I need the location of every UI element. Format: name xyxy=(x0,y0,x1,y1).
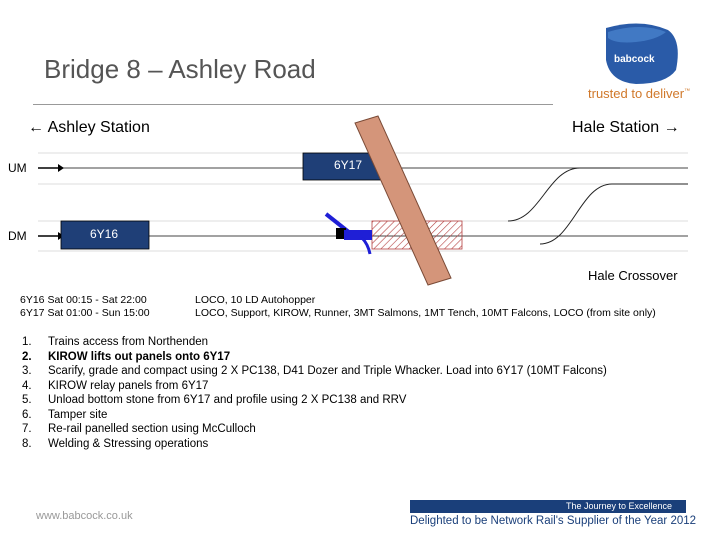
schedule-times xyxy=(20,294,150,320)
track-label-up: UM xyxy=(8,161,27,175)
list-item: 3. Scarify, grade and compact using 2 X PC138, D41 Dozer and Triple Whacker. Load into 6Y17 (10MT Falcons) xyxy=(22,365,607,377)
schedule-consist-6y17: LOCO, Support, KIROW, Runner, 3MT Salmons, 1MT Tench, 10MT Falcons, LOCO (from site only) xyxy=(195,307,656,319)
list-item: 1. Trains access from Northenden xyxy=(22,336,209,348)
bridge-8-overbridge xyxy=(355,116,451,285)
track-label-down: DM xyxy=(8,229,27,243)
schedule-consist-6y16: LOCO, 10 LD Autohopper xyxy=(195,294,316,306)
possession-label-6y16: 6Y16 xyxy=(90,227,119,241)
crossover-curve-lower xyxy=(540,184,688,244)
crossover-curve-upper xyxy=(508,168,620,221)
schedule-time-6y16: 6Y16 Sat 00:15 - Sat 22:00 xyxy=(20,294,147,306)
slide-title: Bridge 8 – Ashley Road xyxy=(44,54,316,84)
machine-icon xyxy=(326,214,372,254)
journey-banner: The Journey to Excellence xyxy=(410,500,686,513)
station-right-label: Hale Station → xyxy=(572,119,680,136)
method-steps-list xyxy=(22,335,607,451)
supplier-award-text: Delighted to be Network Rail's Supplier of the Year 2012 xyxy=(410,515,697,527)
list-item: 6. Tamper site xyxy=(22,408,108,421)
list-item: 5. Unload bottom stone from 6Y17 and profile using 2 X PC138 and RRV xyxy=(22,394,407,406)
list-item: 2. KIROW lifts out panels onto 6Y17 xyxy=(22,350,231,363)
schedule-consists xyxy=(195,294,656,320)
schedule-time-6y17: 6Y17 Sat 01:00 - Sun 15:00 xyxy=(20,307,150,319)
station-left-label: ← Ashley Station xyxy=(28,119,150,136)
list-item: 8. Welding & Stressing operations xyxy=(22,437,209,450)
list-item: 4. KIROW relay panels from 6Y17 xyxy=(22,379,209,392)
tagline: trusted to deliver™ xyxy=(588,86,691,101)
footer-url: www.babcock.co.uk xyxy=(36,510,133,522)
possession-label-6y17: 6Y17 xyxy=(334,158,363,172)
crossover-label: Hale Crossover xyxy=(588,268,678,283)
list-item: 7. Re-rail panelled section using McCulloch xyxy=(22,423,256,435)
logo-wordmark: babcock xyxy=(614,54,655,65)
